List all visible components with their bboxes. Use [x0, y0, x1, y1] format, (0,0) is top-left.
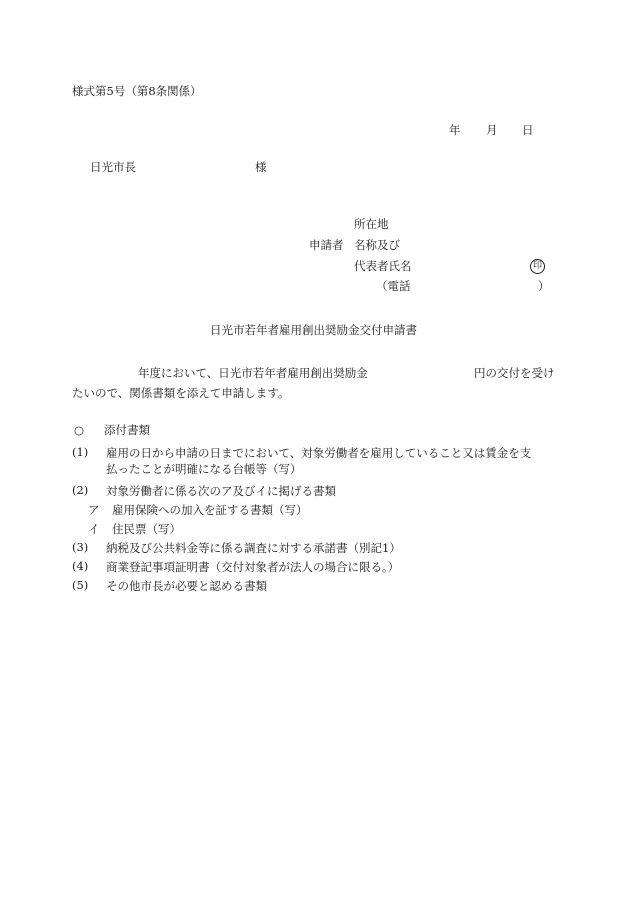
attachments-heading-mark: ○ — [74, 423, 85, 437]
addressee-name: 日光市長 — [90, 160, 136, 174]
attachment-item — [72, 540, 562, 556]
date-year-label: 年 — [449, 123, 461, 137]
item-text: 対象労働者に係る次のア及びイに掲げる書類 — [106, 484, 336, 498]
item-text-continuation: 払ったことが明確になる台帳等（写） — [106, 462, 302, 476]
attachment-item — [72, 559, 562, 575]
date-day-label: 日 — [522, 123, 534, 137]
subitem-text: 住民票（写） — [112, 522, 181, 536]
subitem-marker: イ — [88, 522, 100, 536]
item-text: 商業登記事項証明書（交付対象者が法人の場合に限る。） — [106, 560, 400, 574]
attachment-subitem — [88, 502, 578, 518]
item-number: (3) — [72, 540, 89, 554]
attachment-item — [72, 483, 562, 499]
document-title: 日光市若年者雇用創出奨励金交付申請書 — [210, 323, 417, 337]
phone-close: ） — [538, 279, 550, 293]
addressee-honorific: 様 — [255, 160, 267, 174]
item-number: (1) — [72, 445, 89, 459]
attachment-item — [72, 445, 562, 461]
date-month-label: 月 — [486, 123, 498, 137]
item-number: (2) — [72, 483, 89, 497]
subitem-text: 雇用保険への加入を証する書類（写） — [112, 503, 308, 517]
item-text: 雇用の日から申請の日までにおいて、対象労働者を雇用していること又は賃金を支 — [106, 446, 532, 460]
address-label: 所在地 — [354, 217, 389, 231]
seal-mark: 印 — [530, 259, 545, 274]
item-text: その他市長が必要と認める書類 — [106, 579, 267, 593]
representative-label: 代表者氏名 — [354, 259, 412, 273]
body-text-line1a: 年度において、日光市若年者雇用創出奨励金 — [138, 366, 368, 380]
attachment-item — [72, 578, 562, 594]
name-label: 名称及び — [354, 238, 400, 252]
item-number: (4) — [72, 559, 89, 573]
item-number: (5) — [72, 578, 89, 592]
applicant-label: 申請者 — [309, 238, 344, 252]
attachments-heading: 添付書類 — [104, 423, 150, 437]
body-text-line1b: 円の交付を受け — [474, 366, 555, 380]
item-text: 納税及び公共料金等に係る調査に対する承諾書（別記1） — [106, 541, 401, 555]
subitem-marker: ア — [88, 503, 100, 517]
phone-label: （電話 — [376, 279, 411, 293]
attachment-subitem — [88, 521, 578, 537]
form-number: 様式第5号（第8条関係） — [72, 84, 202, 98]
body-text-line2: たいので、関係書類を添えて申請します。 — [72, 386, 290, 400]
